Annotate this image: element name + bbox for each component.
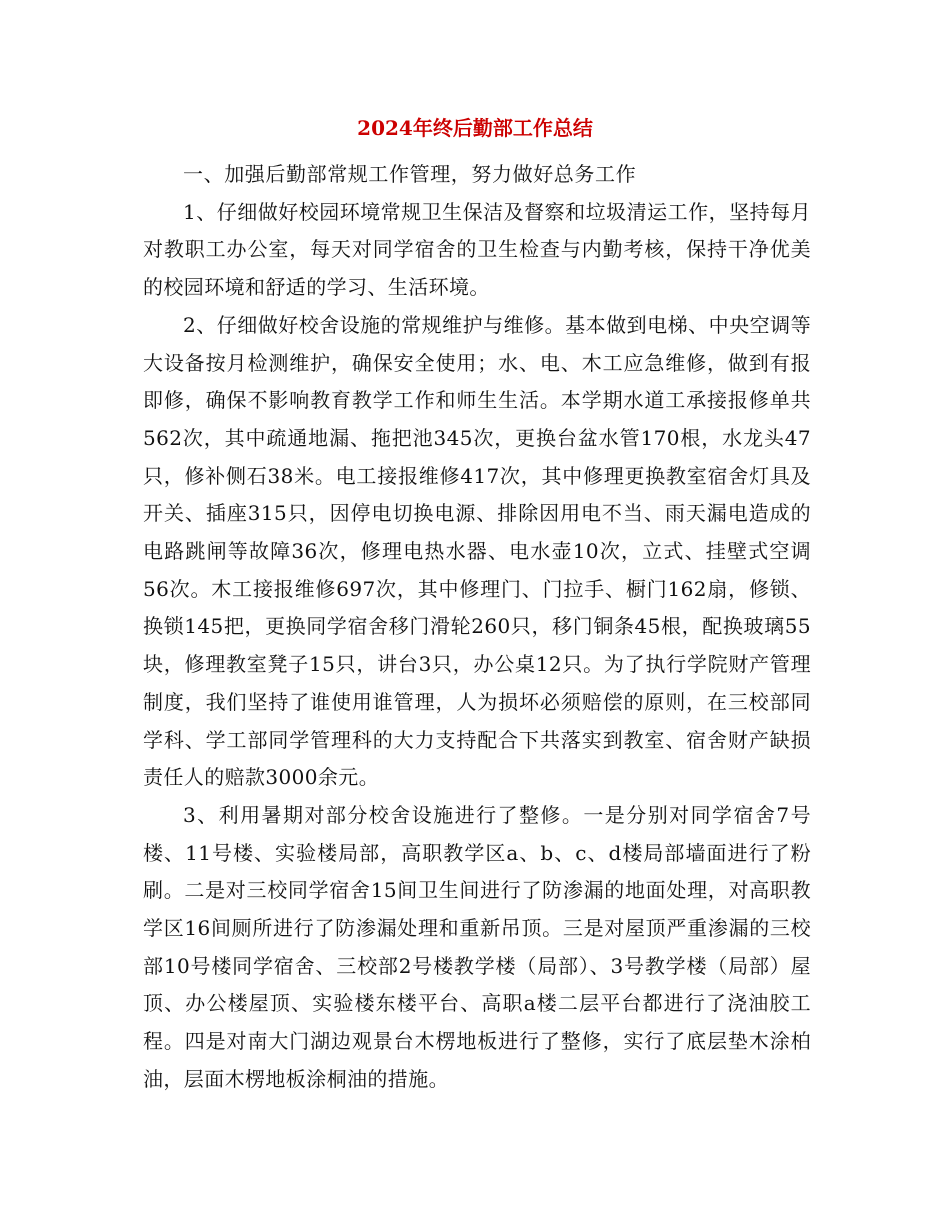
document-title: 2024年终后勤部工作总结: [357, 116, 593, 140]
paragraph-3: 3、利用暑期对部分校舍设施进行了整修。一是分别对同学宿舍7号楼、11号楼、实验楼局部，高职教学区a、b、c、d楼局部墙面进行了粉刷。二是对三校同学宿舍15间卫生间进行了防渗漏的地面处理，对高职教学区16间厕所进行了防渗漏处理和重新吊顶。三是对屋顶严重渗漏的三校部10号楼同学宿舍、三校部2号楼教学楼（局部）、3号教学楼（局部）屋顶、办公楼屋顶、实验楼东楼平台、高职a楼二层平台都进行了浇油胶工程。四是对南大门湖边观景台木楞地板进行了整修，实行了底层垫木涂柏油，层面木楞地板涂桐油的措施。: [143, 802, 811, 1091]
paragraph-1: 1、仔细做好校园环境常规卫生保洁及督察和垃圾清运工作，坚持每月对教职工办公室，每天对同学宿舍的卫生检查与内勤考核，保持干净优美的校园环境和舒适的学习、生活环境。: [143, 199, 811, 300]
paragraph-2: 2、仔细做好校舍设施的常规维护与维修。基本做到电梯、中央空调等大设备按月检测维护，确保安全使用；水、电、木工应急维修，做到有报即修，确保不影响教育教学工作和师生生活。本学期水道工承接报修单共562次，其中疏通地漏、拖把池345次，更换台盆水管170根，水龙头47只，修补侧石38米。电工接报维修417次，其中修理更换教室宿舍灯具及开关、插座315只，因停电切换电源、排除因用电不当、雨天漏电造成的电路跳闸等故障36次，修理电热水器、电水壶10次，立式、挂壁式空调56次。木工接报维修697次，其中修理门、门拉手、橱门162扇，修锁、换锁145把，更换同学宿舍移门滑轮260只，移门铜条45根，配换玻璃55块，修理教室凳子15只，讲台3只，办公桌12只。为了执行学院财产管理制度，我们坚持了谁使用谁管理，人为损坏必须赔偿的原则，在三校部同学科、学工部同学管理科的大力支持配合下共落实到教室、宿舍财产缺损责任人的赔款3000余元。: [143, 312, 811, 790]
document-body: [143, 156, 811, 1099]
section-heading: 一、加强后勤部常规工作管理，努力做好总务工作: [183, 162, 637, 186]
